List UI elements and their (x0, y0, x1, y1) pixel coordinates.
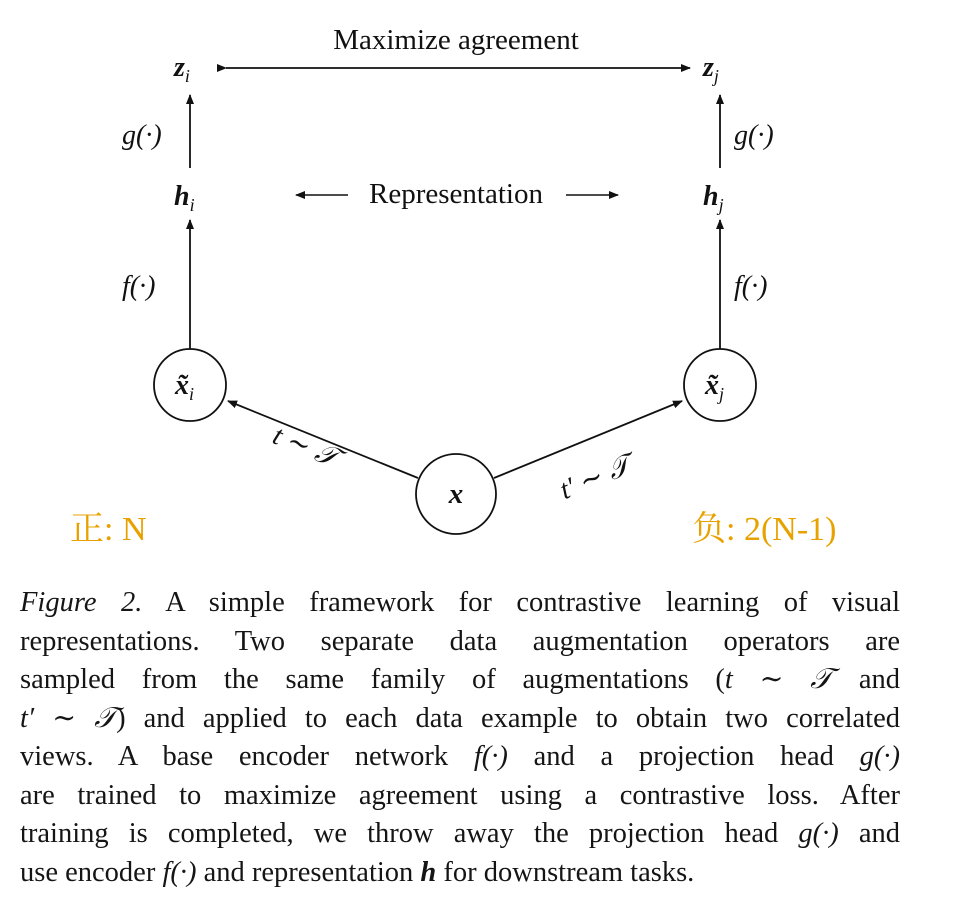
caption-math: h (420, 856, 437, 888)
f-label-left: f(·) (122, 271, 156, 302)
handwritten-note-positive: 正: N (70, 511, 147, 548)
caption-text: use encoder (20, 856, 163, 888)
caption-math: t ∼ 𝒯 (724, 664, 833, 695)
x-input-label: x (448, 478, 464, 510)
figure-label: Figure 2. (20, 587, 143, 618)
caption-math: f(·) (162, 856, 197, 888)
caption-line-1 (20, 584, 900, 623)
caption-line-4 (20, 700, 900, 739)
caption-math: t′ ∼ 𝒯 (20, 702, 117, 734)
x-tilde-j-label: $x̃_j$ (705, 370, 725, 404)
caption-math: g(·) (798, 818, 839, 849)
caption-line-7 (20, 815, 900, 854)
figure-caption (20, 584, 900, 892)
t-right-label: t′ ∼ 𝒯 (555, 449, 635, 506)
caption-text: and representation (196, 856, 421, 888)
caption-math: g(·) (859, 741, 900, 772)
caption-text: are trained to maximize agreement using a contrastive loss. After (20, 779, 900, 811)
g-label-left: g(·) (122, 120, 162, 151)
caption-line-6 (20, 777, 900, 816)
caption-line-2 (20, 623, 900, 662)
z-i-label: $z_i$ (174, 52, 190, 86)
maximize-agreement-label: Maximize agreement (333, 24, 579, 56)
caption-line-3 (20, 661, 900, 700)
caption-text: and (838, 818, 900, 849)
caption-text: sampled from the same family of augmentations ( (20, 664, 725, 695)
x-tilde-i-label: $x̃_i$ (175, 370, 195, 404)
h-i-label: $h_i$ (174, 181, 195, 215)
t-left-label: t ∼ 𝒯 (268, 420, 342, 474)
caption-text: and a projection head (507, 741, 860, 772)
representation-label: Representation (369, 178, 543, 210)
caption-text: views. A base encoder network (20, 741, 474, 772)
caption-text: representations. Two separate data augmentation operators are (20, 625, 900, 657)
z-j-label: $z_j$ (703, 52, 719, 86)
handwritten-note-negative: 负: 2(N-1) (692, 511, 837, 548)
h-j-label: $h_j$ (703, 181, 724, 215)
f-label-right: f(·) (734, 271, 768, 302)
caption-text: A simple framework for contrastive learning of visual (165, 587, 900, 618)
caption-line-5 (20, 738, 900, 777)
g-label-right: g(·) (734, 120, 774, 151)
caption-text: ) and applied to each data example to obtain two correlated (116, 702, 900, 734)
caption-text: for downstream tasks. (436, 856, 695, 888)
caption-text: training is completed, we throw away the projection head (20, 818, 799, 849)
caption-math: f(·) (473, 741, 508, 772)
caption-line-8 (20, 854, 900, 893)
caption-text: and (832, 664, 900, 695)
